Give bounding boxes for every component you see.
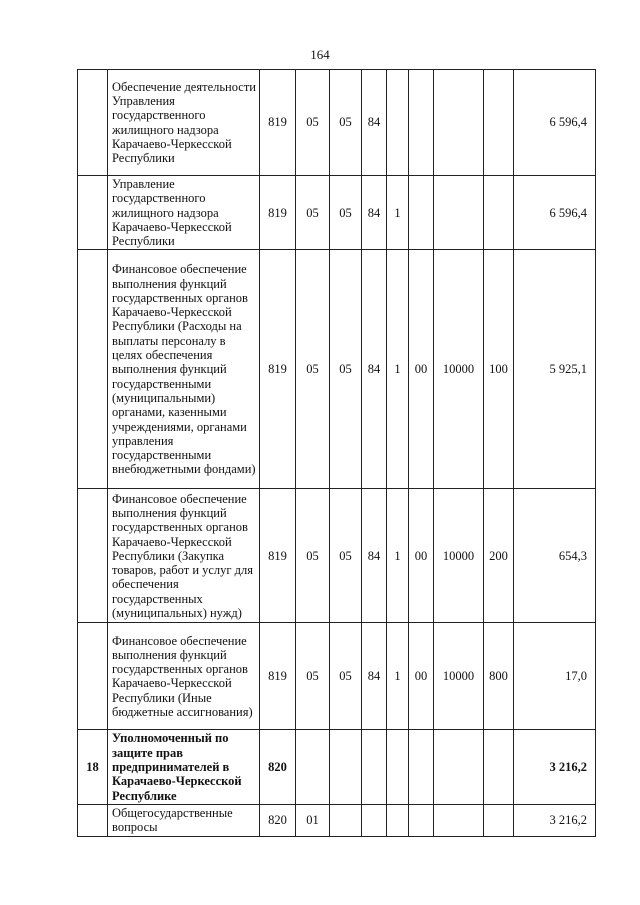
expense-type-code (484, 70, 514, 176)
amount: 6 596,4 (514, 70, 596, 176)
row-name: Финансовое обеспечение выполнения функций государственных органов Карачаево-Черкесской Республики (Расходы на выплаты персоналу в целях обеспечения выполнения функций государственными (муниципальными) органами, казенными учреждениями, органами управления государственными внебюджетными фондами) (108, 250, 260, 489)
ministry-code: 819 (260, 70, 296, 176)
ministry-code: 819 (260, 250, 296, 489)
table-row (78, 176, 596, 250)
row-number (78, 176, 108, 250)
row-name: Управление государственного жилищного надзора Карачаево-Черкесской Республики (108, 176, 260, 250)
subprogram-code (387, 730, 409, 804)
budget-table (77, 69, 596, 837)
expense-type-code (484, 804, 514, 836)
section-code: 01 (296, 804, 330, 836)
subprogram-code: 1 (387, 250, 409, 489)
ministry-code: 820 (260, 804, 296, 836)
amount: 3 216,2 (514, 804, 596, 836)
ministry-code: 819 (260, 176, 296, 250)
direction-code (434, 176, 484, 250)
table-row (78, 250, 596, 489)
subsection-code: 05 (330, 623, 362, 730)
amount: 6 596,4 (514, 176, 596, 250)
table-row (78, 70, 596, 176)
main-event-code: 00 (409, 489, 434, 623)
row-name: Уполномоченный по защите прав предпринимателей в Карачаево-Черкесской Республике (108, 730, 260, 804)
main-event-code (409, 730, 434, 804)
row-number (78, 70, 108, 176)
amount: 3 216,2 (514, 730, 596, 804)
table-row (78, 489, 596, 623)
row-number: 18 (78, 730, 108, 804)
direction-code (434, 804, 484, 836)
table-row (78, 623, 596, 730)
ministry-code: 820 (260, 730, 296, 804)
direction-code: 10000 (434, 623, 484, 730)
subsection-code: 05 (330, 489, 362, 623)
row-name: Финансовое обеспечение выполнения функций государственных органов Карачаево-Черкесской Республики (Закупка товаров, работ и услуг для обеспечения государственных (муниципальных) нужд) (108, 489, 260, 623)
main-event-code (409, 176, 434, 250)
expense-type-code: 800 (484, 623, 514, 730)
row-name: Общегосударственные вопросы (108, 804, 260, 836)
section-code: 05 (296, 176, 330, 250)
row-number (78, 623, 108, 730)
row-number (78, 804, 108, 836)
direction-code: 10000 (434, 489, 484, 623)
amount: 654,3 (514, 489, 596, 623)
subsection-code: 05 (330, 176, 362, 250)
table-row (78, 730, 596, 804)
expense-type-code: 100 (484, 250, 514, 489)
expense-type-code (484, 730, 514, 804)
row-name: Обеспечение деятельности Управления государственного жилищного надзора Карачаево-Черкесской Республики (108, 70, 260, 176)
section-code: 05 (296, 623, 330, 730)
program-code: 84 (362, 250, 387, 489)
direction-code (434, 70, 484, 176)
program-code: 84 (362, 623, 387, 730)
section-code (296, 730, 330, 804)
section-code: 05 (296, 70, 330, 176)
amount: 5 925,1 (514, 250, 596, 489)
row-name: Финансовое обеспечение выполнения функций государственных органов Карачаево-Черкесской Республики (Иные бюджетные ассигнования) (108, 623, 260, 730)
main-event-code (409, 804, 434, 836)
subsection-code (330, 804, 362, 836)
row-number (78, 250, 108, 489)
subprogram-code (387, 804, 409, 836)
row-number (78, 489, 108, 623)
table-row (78, 804, 596, 836)
subprogram-code: 1 (387, 176, 409, 250)
subsection-code: 05 (330, 250, 362, 489)
main-event-code (409, 70, 434, 176)
section-code: 05 (296, 250, 330, 489)
program-code: 84 (362, 176, 387, 250)
section-code: 05 (296, 489, 330, 623)
program-code: 84 (362, 70, 387, 176)
main-event-code: 00 (409, 250, 434, 489)
page-number: 164 (310, 47, 330, 62)
subprogram-code: 1 (387, 623, 409, 730)
direction-code: 10000 (434, 250, 484, 489)
amount: 17,0 (514, 623, 596, 730)
ministry-code: 819 (260, 623, 296, 730)
subsection-code (330, 730, 362, 804)
direction-code (434, 730, 484, 804)
subsection-code: 05 (330, 70, 362, 176)
subprogram-code: 1 (387, 489, 409, 623)
main-event-code: 00 (409, 623, 434, 730)
ministry-code: 819 (260, 489, 296, 623)
program-code: 84 (362, 489, 387, 623)
expense-type-code: 200 (484, 489, 514, 623)
program-code (362, 730, 387, 804)
program-code (362, 804, 387, 836)
expense-type-code (484, 176, 514, 250)
subprogram-code (387, 70, 409, 176)
